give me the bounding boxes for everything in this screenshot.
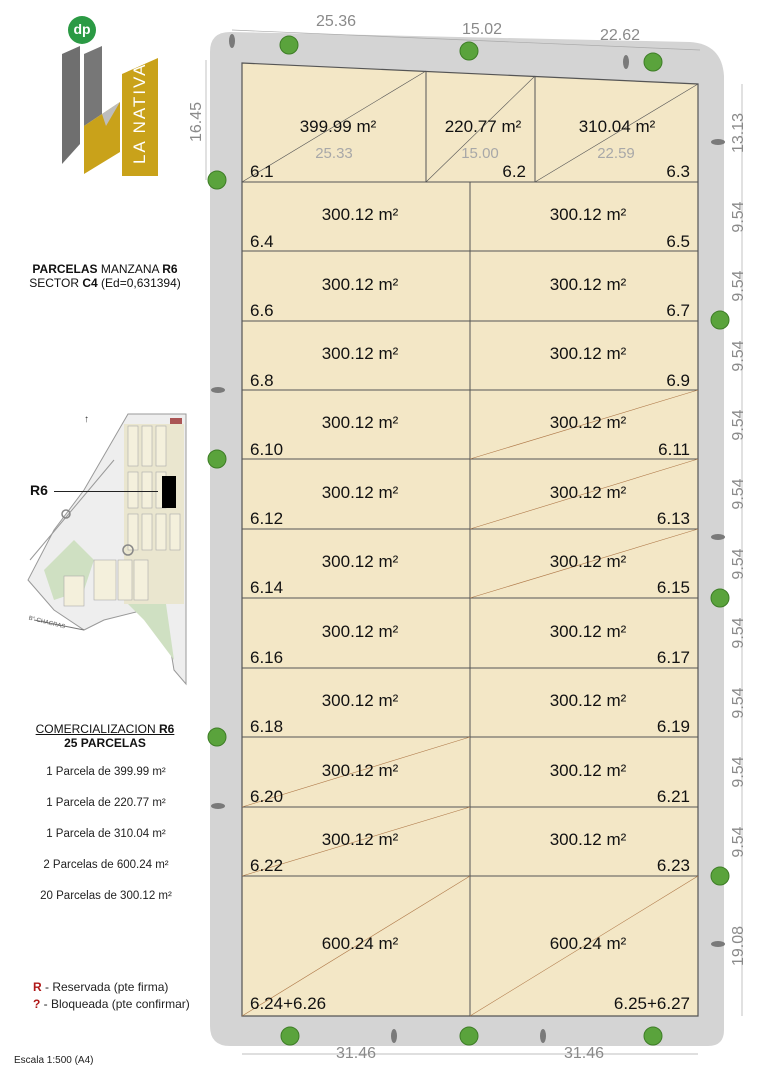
lot-area: 300.12 m²: [549, 622, 627, 641]
dimension-text: 15.02: [461, 21, 503, 38]
tree-icon: [208, 450, 226, 468]
lot-area: 300.12 m²: [321, 483, 399, 502]
lot-id: 6.3: [666, 162, 690, 181]
dimension-text: 19.08: [730, 925, 747, 967]
dimension-text: 31.46: [563, 1045, 605, 1062]
tree-icon: [644, 1027, 662, 1045]
dimension-text: 9.54: [730, 478, 747, 510]
summary-item: 20 Parcelas de 300.12 m²: [40, 890, 172, 902]
lot-area: 300.12 m²: [549, 205, 627, 224]
right-dimensions: [730, 113, 747, 966]
bottom-dimensions: [336, 1045, 604, 1062]
tree-icon: [460, 1027, 478, 1045]
tree-icon: [460, 42, 478, 60]
lot-area: 300.12 m²: [321, 622, 399, 641]
light-pole-icon: [711, 534, 725, 540]
lot-area: 300.12 m²: [549, 344, 627, 363]
summary-item: 1 Parcela de 310.04 m²: [46, 828, 166, 840]
light-pole-icon: [711, 941, 725, 947]
lot-id: 6.16: [250, 648, 284, 667]
dimension-text: 16.45: [188, 101, 205, 143]
dimension-text: 9.54: [730, 340, 747, 372]
light-pole-icon: [540, 1029, 546, 1043]
lot-id: 6.24+6.26: [250, 994, 327, 1013]
light-pole-icon: [391, 1029, 397, 1043]
logo-wordmark: LA NATIVA: [130, 62, 149, 164]
light-pole-icon: [711, 139, 725, 145]
scale-note: Escala 1:500 (A4): [14, 1055, 94, 1066]
light-pole-icon: [623, 55, 629, 69]
lot-area: 300.12 m²: [549, 691, 627, 710]
lot-id: 6.23: [656, 856, 690, 875]
tree-icon: [208, 728, 226, 746]
lot-id: 6.7: [666, 301, 690, 320]
lot-id: 6.12: [250, 509, 284, 528]
lot-id: 6.19: [656, 717, 690, 736]
lot-area: 300.12 m²: [549, 830, 627, 849]
lot-id: 6.18: [250, 717, 284, 736]
lot-area: 600.24 m²: [321, 934, 399, 953]
light-pole-icon: [211, 387, 225, 393]
lot-area: 220.77 m²: [444, 117, 522, 136]
lot-area: 600.24 m²: [549, 934, 627, 953]
lot-id: 6.5: [666, 232, 690, 251]
lot-id: 6.14: [250, 578, 284, 597]
lot-area: 300.12 m²: [321, 275, 399, 294]
lot-area: 300.12 m²: [321, 205, 399, 224]
dimension-text: 9.54: [730, 409, 747, 441]
dimension-text: 9.54: [730, 756, 747, 788]
tree-icon: [711, 589, 729, 607]
lot-id: 6.9: [666, 371, 690, 390]
lot-area: 300.12 m²: [321, 552, 399, 571]
inner-dim-text: 15.00: [461, 145, 499, 162]
key-map-label: R6: [30, 482, 48, 498]
dimension-text: 9.54: [730, 617, 747, 649]
lot-area: 300.12 m²: [321, 344, 399, 363]
lot-id: 6.15: [656, 578, 690, 597]
lot-area: 300.12 m²: [321, 413, 399, 432]
dimension-text: 9.54: [730, 826, 747, 858]
lot-id: 6.1: [250, 162, 274, 181]
lot-area: 300.12 m²: [321, 691, 399, 710]
tree-icon: [711, 311, 729, 329]
legend-reserved: R - Reservada (pte firma): [33, 980, 169, 994]
inner-dim-text: 22.59: [597, 145, 635, 162]
block-title: PARCELAS MANZANA R6 SECTOR C4 (Ed=0,631394): [29, 262, 181, 290]
summary-item: 1 Parcela de 399.99 m²: [46, 766, 166, 778]
summary-item: 1 Parcela de 220.77 m²: [46, 797, 166, 809]
key-map-street: B° CHACRAS: [27, 615, 66, 631]
dimension-text: 9.54: [730, 687, 747, 719]
dimension-text: 31.46: [335, 1045, 377, 1062]
lot-id: 6.6: [250, 301, 274, 320]
lot-area: 300.12 m²: [321, 830, 399, 849]
lot-area: 300.12 m²: [549, 275, 627, 294]
lot-id: 6.13: [656, 509, 690, 528]
lot-id: 6.2: [502, 162, 526, 181]
lot-id: 6.22: [250, 856, 284, 875]
dimension-text: 9.54: [730, 548, 747, 580]
north-arrow-icon: ↑: [84, 414, 89, 425]
lot-area: 300.12 m²: [549, 552, 627, 571]
tree-icon: [281, 1027, 299, 1045]
dimension-text: 25.36: [315, 13, 357, 30]
tree-icon: [280, 36, 298, 54]
light-pole-icon: [229, 34, 235, 48]
lot-id: 6.20: [250, 787, 284, 806]
lot-area: 310.04 m²: [578, 117, 656, 136]
lot-id: 6.4: [250, 232, 274, 251]
lot-area: 300.12 m²: [321, 761, 399, 780]
commercial-title: COMERCIALIZACION R6 25 PARCELAS: [35, 722, 175, 750]
light-pole-icon: [211, 803, 225, 809]
legend-blocked: ? - Bloqueada (pte confirmar): [33, 997, 190, 1011]
lot-area: 300.12 m²: [549, 483, 627, 502]
summary-item: 2 Parcelas de 600.24 m²: [43, 859, 169, 871]
lot-id: 6.8: [250, 371, 274, 390]
tree-icon: [644, 53, 662, 71]
dimension-text: 9.54: [730, 201, 747, 233]
lot-area: 300.12 m²: [549, 761, 627, 780]
lot-id: 6.25+6.27: [613, 994, 690, 1013]
dimension-text: 9.54: [730, 270, 747, 302]
lot-area: 300.12 m²: [549, 413, 627, 432]
tree-icon: [711, 867, 729, 885]
lot-id: 6.11: [658, 440, 690, 459]
logo-badge: dp: [68, 16, 96, 44]
dimension-text: 13.13: [730, 112, 747, 154]
lot-id: 6.10: [250, 440, 284, 459]
lot-id: 6.17: [656, 648, 690, 667]
lot-area: 399.99 m²: [299, 117, 377, 136]
inner-dim-text: 25.33: [315, 145, 353, 162]
tree-icon: [208, 171, 226, 189]
dimension-text: 22.62: [599, 27, 641, 44]
lot-id: 6.21: [656, 787, 690, 806]
